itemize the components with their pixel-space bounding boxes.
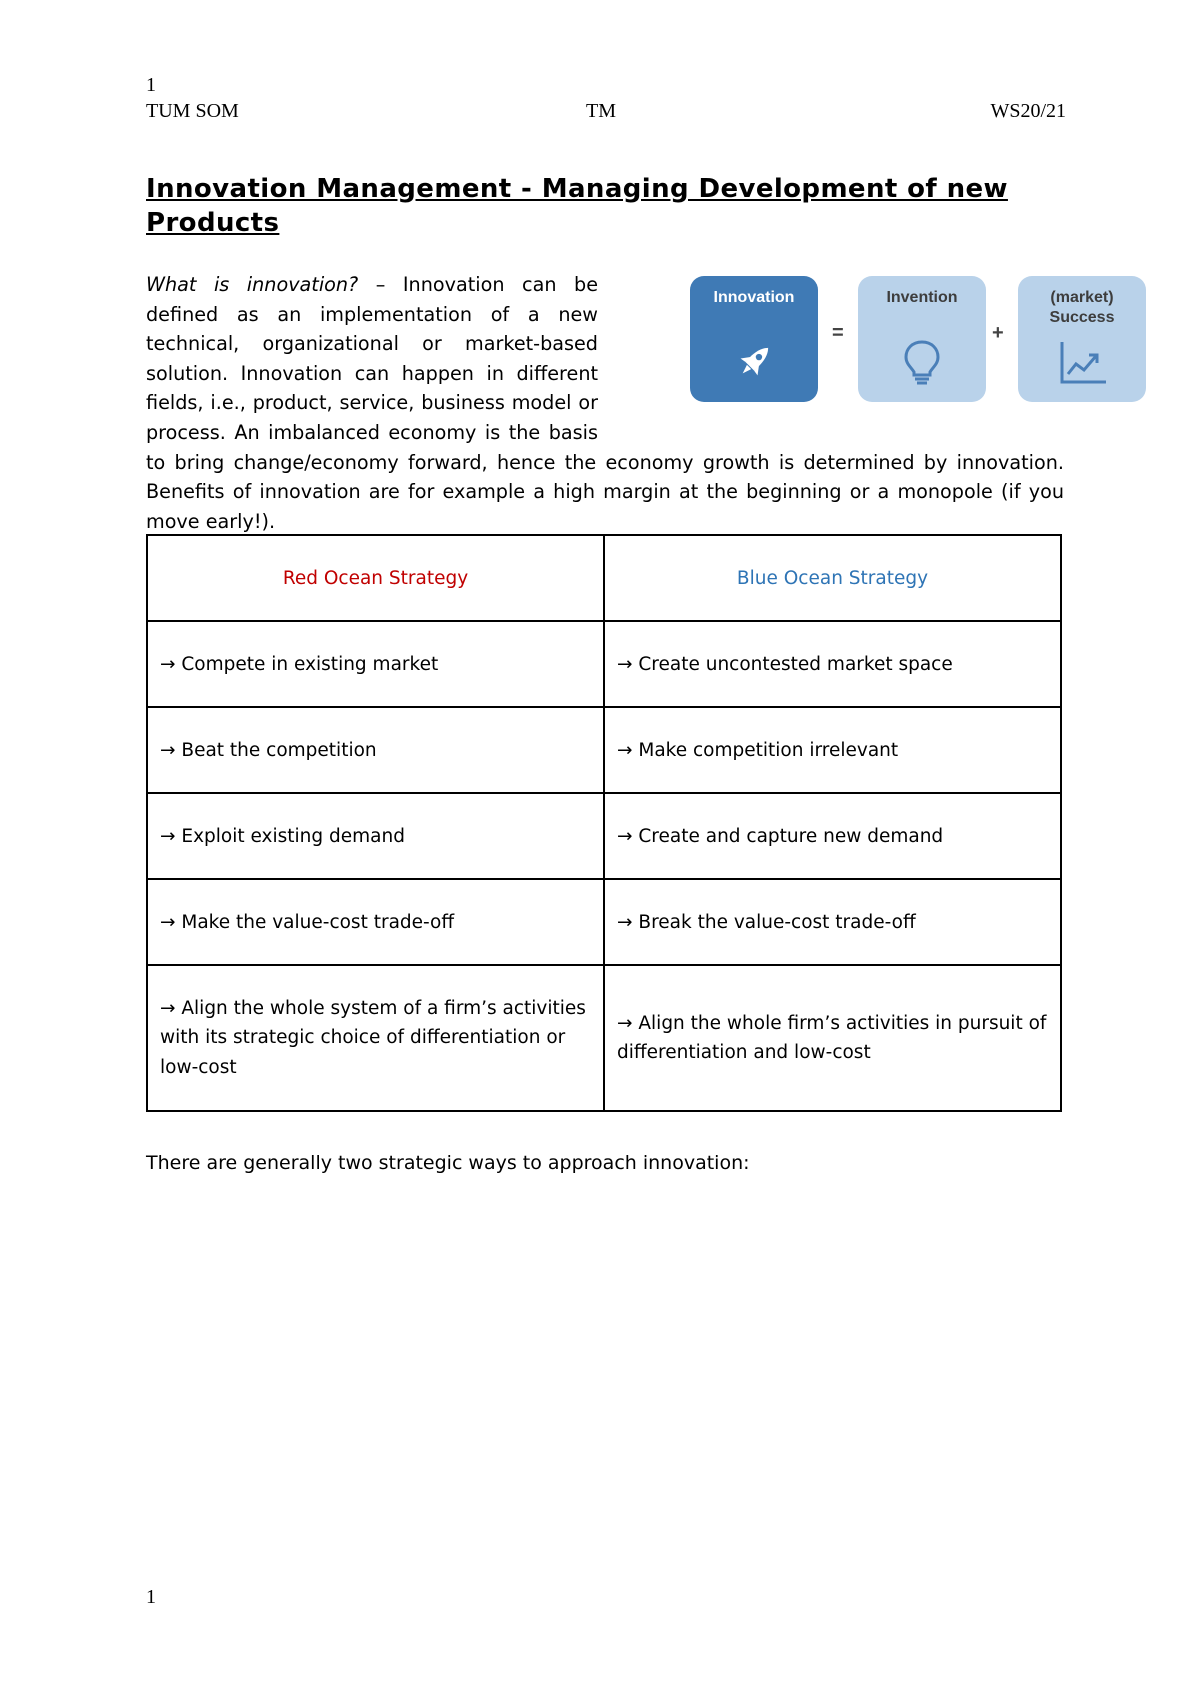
header-left: TUM SOM xyxy=(146,100,239,122)
success-label-line1: (market) xyxy=(1050,289,1114,306)
plus-sign: + xyxy=(992,322,1004,344)
page-number-bottom: 1 xyxy=(146,1586,156,1608)
page-number-top: 1 xyxy=(146,74,156,96)
innovation-tile xyxy=(690,276,818,402)
header-right: WS20/21 xyxy=(990,100,1066,122)
equals-sign: = xyxy=(832,322,844,344)
header-center: TM xyxy=(586,100,616,122)
red-ocean-cell: → Make the value-cost trade-off xyxy=(147,879,604,965)
success-tile xyxy=(1018,276,1146,402)
blue-ocean-cell: → Align the whole firm’s activities in pursuit of differentiation and low-cost xyxy=(604,965,1061,1111)
closing-sentence: There are generally two strategic ways to approach innovation: xyxy=(146,1152,750,1174)
red-ocean-cell: → Align the whole system of a firm’s activities with its strategic choice of differentiation or low-cost xyxy=(147,965,604,1111)
blue-ocean-header: Blue Ocean Strategy xyxy=(604,535,1061,621)
blue-ocean-cell: → Make competition irrelevant xyxy=(604,707,1061,793)
red-ocean-cell: → Compete in existing market xyxy=(147,621,604,707)
intro-question: What is innovation? xyxy=(146,273,359,296)
blue-ocean-cell: → Create and capture new demand xyxy=(604,793,1061,879)
line-chart-icon xyxy=(1058,338,1108,386)
invention-tile xyxy=(858,276,986,402)
table-row xyxy=(147,965,1061,1111)
strategy-comparison-table xyxy=(146,534,1062,1112)
table-row xyxy=(147,621,1061,707)
red-ocean-header: Red Ocean Strategy xyxy=(147,535,604,621)
blue-ocean-cell: → Create uncontested market space xyxy=(604,621,1061,707)
red-ocean-cell: → Exploit existing demand xyxy=(147,793,604,879)
blue-ocean-cell: → Break the value-cost trade-off xyxy=(604,879,1061,965)
document-title: Innovation Management - Managing Development of new Products xyxy=(146,174,1008,238)
document-header xyxy=(146,100,1066,126)
red-ocean-cell: → Beat the competition xyxy=(147,707,604,793)
table-row xyxy=(147,879,1061,965)
table-row xyxy=(147,793,1061,879)
intro-body: – Innovation can be defined as an implementation of a new technical, organizational or market-based solution. Innovation can happen in different fields, i.e., product, service, business model or process. An imbalanced economy is the basis to bring change/economy forward, hence the economy growth is determined by innovation. Benefits of innovation are for example a high margin at the beginning or a monopole (if you move early!). xyxy=(146,273,1064,533)
invention-label: Invention xyxy=(886,289,958,306)
innovation-label: Innovation xyxy=(713,289,795,306)
table-row xyxy=(147,707,1061,793)
success-label-line2: Success xyxy=(1049,309,1115,326)
table-header-row xyxy=(147,535,1061,621)
innovation-diagram xyxy=(690,276,1150,406)
rocket-icon xyxy=(730,338,778,386)
lightbulb-icon xyxy=(898,338,946,388)
